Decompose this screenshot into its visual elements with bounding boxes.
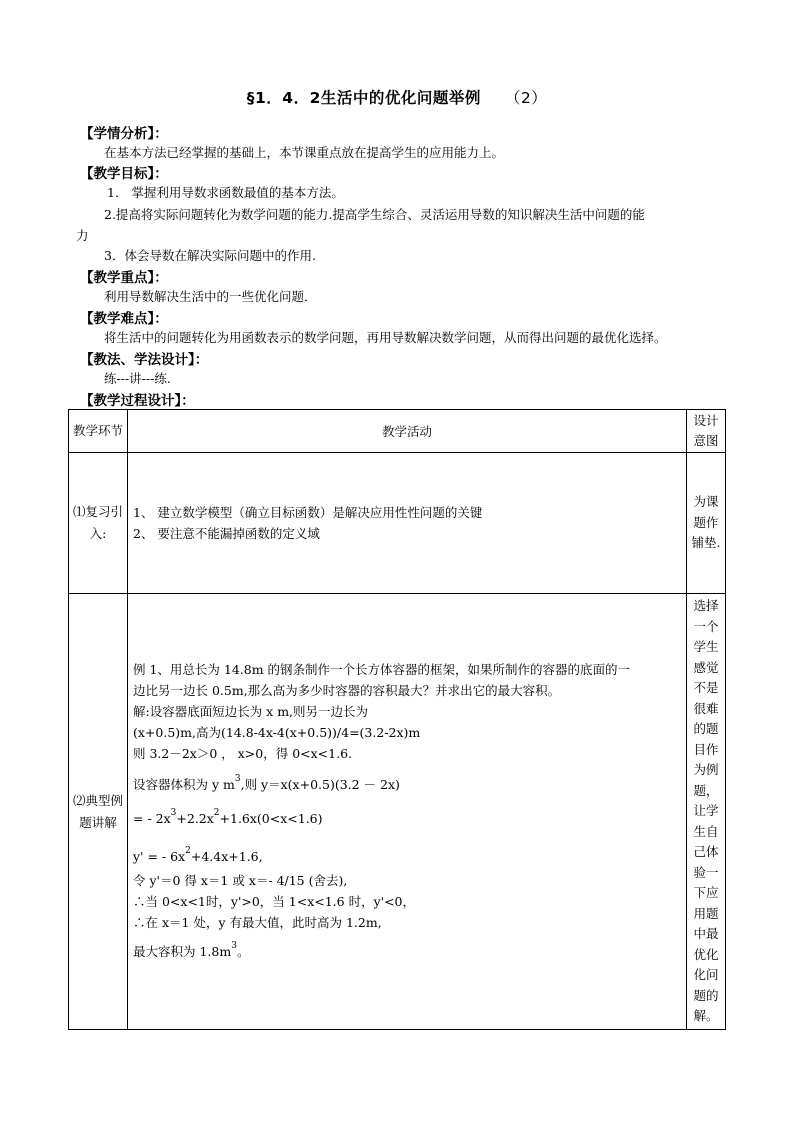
table-header-row <box>69 410 726 453</box>
activity-examples <box>128 594 687 1030</box>
section-heading-key-points: 【教学重点】： <box>80 270 168 286</box>
method-text: 练---讲---练. <box>104 371 171 386</box>
section-heading-method: 【教法、学法设计】： <box>80 352 209 368</box>
objective-item-1: 1． 掌握利用导数求函数最值的基本方法。 <box>107 185 344 200</box>
header-stage: 教学环节 <box>69 410 128 453</box>
table-row <box>69 453 726 594</box>
table-row <box>69 594 726 1030</box>
example-line: 例 1、用总长为 14.8m 的钢条制作一个长方体容器的框架，如果所制作的容器的底面的一 <box>133 661 631 677</box>
activity-review <box>128 453 687 594</box>
header-intent: 设计意图 <box>687 410 726 453</box>
review-line-1: 1、 建立数学模型（确立目标函数）是解决应用性性问题的关键 <box>133 505 483 520</box>
example-line: 边比另一边长 0.5m,那么高为多少时容器的容积最大？并求出它的最大容积。 <box>133 682 561 698</box>
objective-item-2: 2.提高将实际问题转化为数学问题的能力.提高学生综合、灵活运用导数的知识解决生活中问题的能 <box>104 207 645 222</box>
key-points-text: 利用导数解决生活中的一些优化问题． <box>104 289 317 304</box>
solution-line: 最大容积为 $1.8m^3$。 <box>133 940 250 959</box>
objective-item-2-cont: 力 <box>76 228 89 243</box>
objective-item-3: 3．体会导数在解决实际问题中的作用. <box>104 248 316 263</box>
solution-line: 设容器体积为 y $m^3$,则 y＝x(x+0.5)(3.2 － 2x) <box>133 773 400 792</box>
solution-line: y' = - $6x^2+4.4x+1.6$, <box>133 845 263 864</box>
solution-line: 则 3.2－2x＞0 ， x>0，得 0<x<1.6. <box>133 745 353 761</box>
section-heading-process: 【教学过程设计】： <box>80 393 195 409</box>
section-heading-difficulties: 【教学难点】： <box>80 311 168 327</box>
section-heading-learning-analysis: 【学情分析】： <box>80 126 168 142</box>
solution-line: = - $2x^3+2.2x^2+1.6x(0<x<1.6)$ <box>133 807 323 826</box>
learning-analysis-text: 在基本方法已经掌握的基础上，本节课重点放在提高学生的应用能力上。 <box>104 145 505 160</box>
difficulties-text: 将生活中的问题转化为用函数表示的数学问题，再用导数解决数学问题，从而得出问题的最优化选择。 <box>104 330 667 345</box>
intent-review: 为课题作铺垫. <box>687 453 726 594</box>
section-heading-objectives: 【教学目标】： <box>80 166 168 182</box>
solution-line: 解:设容器底面短边长为 x m,则另一边长为 <box>133 703 369 719</box>
solution-line: 令 y'＝0 得 x＝1 或 x＝- 4/15 (舍去), <box>133 872 348 888</box>
intent-examples: 选择一个学生感觉不是很难的题目作为例题，让学生自己体验一下应用题中最优化化问题的解。 <box>687 594 726 1030</box>
teaching-process-table <box>68 409 726 1030</box>
solution-line: (x+0.5)m,高为(14.8-4x-4(x+0.5))/4=(3.2-2x)m <box>133 724 421 740</box>
solution-line: ∴当 0<x<1时，y'>0，当 1<x<1.6 时，y'<0， <box>133 893 416 909</box>
stage-examples: ⑵典型例题讲解 <box>69 594 128 1030</box>
header-activity: 教学活动 <box>128 410 687 453</box>
page-title: §1．4．2生活中的优化问题举例 （2） <box>246 89 548 107</box>
solution-line: ∴在 x＝1 处，y 有最大值，此时高为 1.2m, <box>133 914 382 930</box>
stage-review: ⑴复习引入: <box>69 453 128 594</box>
review-line-2: 2、 要注意不能漏掉函数的定义域 <box>133 526 320 541</box>
